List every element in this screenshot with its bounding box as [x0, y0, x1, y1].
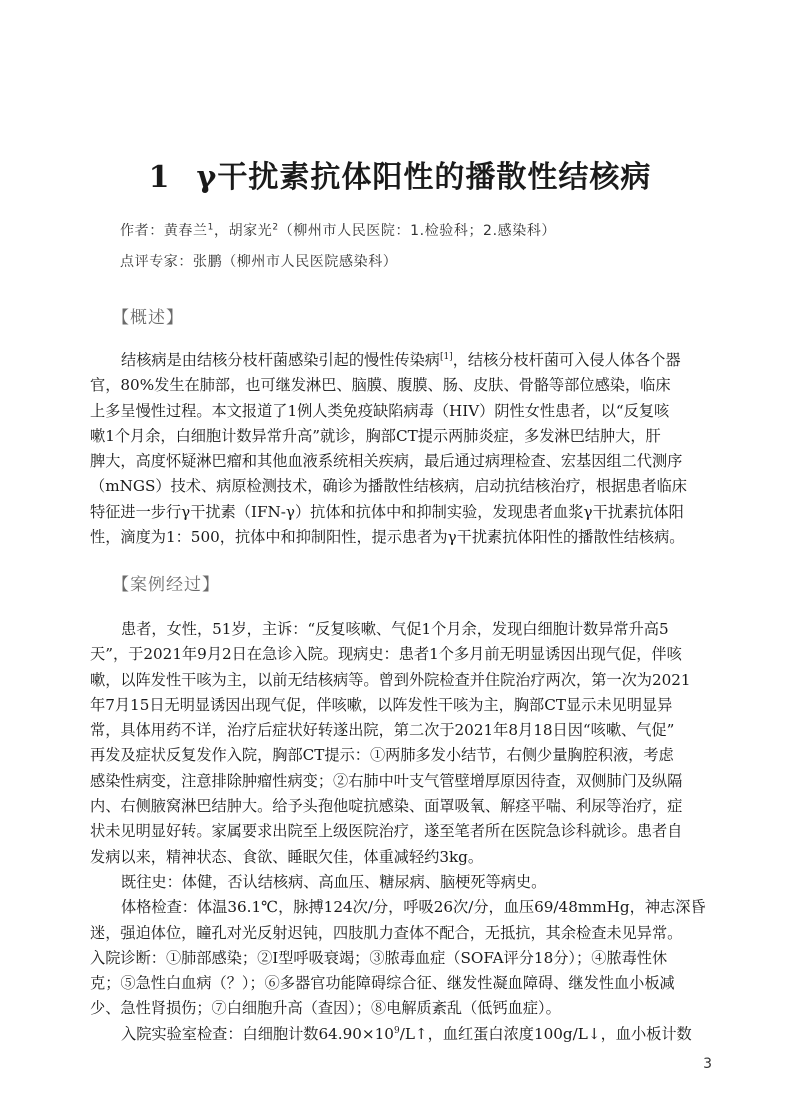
text-segment: 入院实验室检查：白细胞计数64.90×10 — [121, 1024, 394, 1043]
section-case-heading: 【案例经过】 — [112, 575, 220, 595]
text-line: 嗽1个月余，白细胞计数异常升高”就诊，胸部CT提示两肺炎症，多发淋巴结肿大，肝 — [90, 426, 661, 445]
citation-ref: [1] — [439, 351, 453, 362]
text-line: 迷，强迫体位，瞳孔对光反射迟钝，四肢肌力查体不配合，无抵抗，其余检查未见异常。 — [90, 923, 683, 942]
author-2-sup: 2 — [272, 222, 279, 233]
chapter-number: 1 — [148, 160, 171, 195]
reviewer-affiliation: （柳州市人民医院感染科） — [222, 254, 398, 270]
reviewer-label: 点评专家： — [120, 254, 193, 270]
author-2: 胡家光 — [228, 223, 273, 239]
text-line: 体格检查：体温36.1℃，脉搏124次/分，呼吸26次/分，血压69/48mmHg，神志深昏 — [121, 898, 706, 917]
text-line: 特征进一步行γ干扰素（IFN-γ）抗体和抗体中和抑制实验，发现患者血浆γ干扰素抗体阳 — [90, 502, 684, 521]
text-line: 患者，女性，51岁，主诉：“反复咳嗽、气促1个月余，发现白细胞计数异常升高5 — [121, 620, 669, 638]
text-segment: /L↑，血红蛋白浓度100g/L↓，血小板计数 — [399, 1024, 692, 1043]
author-1: 黄春兰 — [163, 223, 208, 239]
text-line: 再发及症状反复发作入院，胸部CT提示：①两肺多发小结节，右侧少量胸腔积液，考虑 — [90, 746, 674, 765]
text-line: 嗽，以阵发性干咳为主，以前无结核病等。曾到外院检查并住院治疗两次，第一次为2021 — [90, 670, 691, 689]
text-line: 年7月15日无明显诱因出现气促，伴咳嗽，以阵发性干咳为主，胸部CT显示未见明显异 — [90, 695, 673, 714]
text-line: 状未见明显好转。家属要求出院至上级医院治疗，遂至笔者所在医院急诊科就诊。患者自 — [90, 822, 683, 841]
text-line: 既往史：体健，否认结核病、高血压、糖尿病、脑梗死等病史。 — [121, 872, 547, 891]
text-line: 发病以来，精神状态、食欲、睡眠欠佳，体重减轻约3kg。 — [90, 847, 484, 866]
section-overview-heading: 【概述】 — [112, 308, 184, 328]
text-line: 性，滴度为1：500，抗体中和抑制阳性，提示患者为γ干扰素抗体阳性的播散性结核病。 — [90, 528, 685, 547]
text-line: 少、急性肾损伤；⑦白细胞升高（查因）；⑧电解质紊乱（低钙血症）。 — [90, 999, 561, 1018]
text-line: 常，具体用药不详，治疗后症状好转遂出院，第二次于2021年8月18日因“咳嗽、气促” — [90, 721, 675, 740]
text-line: 官，80%发生在肺部，也可继发淋巴、脑膜、腹膜、肠、皮肤、骨骼等部位感染，临床 — [90, 376, 671, 395]
authors-affiliation: （柳州市人民医院：1.检验科；2.感染科） — [278, 223, 557, 239]
text-line: 感染性病变，注意排除肿瘤性病变；②右肺中叶支气管壁增厚原因待查，双侧肺门及纵隔 — [90, 771, 683, 790]
overview-paragraph — [90, 348, 712, 550]
text-line — [90, 1022, 712, 1047]
text-line: 脾大，高度怀疑淋巴瘤和其他血液系统相关疾病，最后通过病理检查、宏基因组二代测序 — [90, 452, 683, 471]
text-line: 上多呈慢性过程。本文报道了1例人类免疫缺陷病毒（HIV）阴性女性患者，以“反复咳 — [90, 401, 670, 420]
text-line: 内、右侧腋窝淋巴结肿大。给予头孢他啶抗感染、面罩吸氧、解痉平喘、利尿等治疗，症 — [90, 797, 683, 816]
text-line: （mNGS）技术、病原检测技术，确诊为播散性结核病，启动抗结核治疗，根据患者临床 — [90, 477, 687, 496]
text-segment: ，结核分枝杆菌可入侵人体各个器 — [452, 351, 681, 369]
text-line: 入院诊断：①肺部感染；②Ⅰ型呼吸衰竭；③脓毒血症（SOFA评分18分）；④脓毒性休 — [90, 948, 668, 967]
text-line: 克；⑤急性白血病（？）；⑥多器官功能障碍综合征、继发性凝血障碍、继发性血小板减 — [90, 974, 675, 993]
authors-line — [120, 220, 556, 240]
text-line — [90, 348, 712, 373]
text-line: 天”，于2021年9月2日在急诊入院。现病史：患者1个多月前无明显诱因出现气促，伴咳 — [90, 645, 682, 664]
authors-label: 作者： — [120, 223, 164, 239]
reviewer-line — [120, 251, 397, 271]
author-1-sup: 1 — [207, 222, 214, 233]
chapter-title: γ干扰素抗体阳性的播散性结核病 — [196, 160, 652, 195]
exponent: 9 — [393, 1025, 400, 1036]
author-separator: ， — [213, 223, 229, 239]
text-segment: 结核病是由结核分枝杆菌感染引起的慢性传染病 — [121, 351, 440, 369]
page-title — [0, 152, 800, 196]
reviewer-name: 张鹏 — [193, 254, 223, 270]
page-number: 3 — [703, 1056, 712, 1072]
case-paragraph — [90, 617, 712, 1047]
